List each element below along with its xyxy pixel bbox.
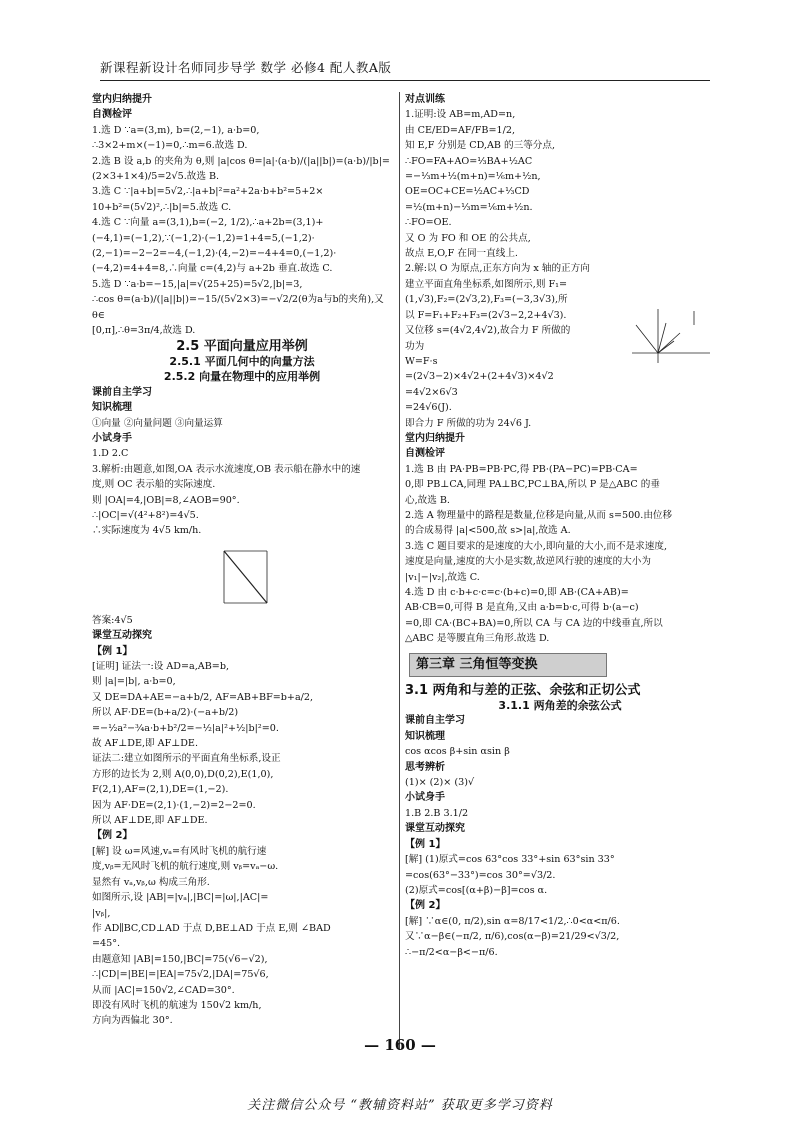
section-title: 3.1 两角和与差的正弦、余弦和正切公式: [405, 682, 641, 698]
text-line: ∴FO=FA+AO=⅓BA+½AC: [405, 155, 533, 167]
text-line: 方向为西偏北 30°.: [92, 1015, 173, 1027]
velocity-diagram: [212, 543, 282, 609]
footer-watermark: 关注微信公众号 “教辅资料站” 获取更多学习资料: [247, 1098, 553, 1113]
section-heading: 堂内归纳提升: [405, 432, 465, 444]
text-line: (2×3+1×4)/5=2√5.故选 B.: [92, 171, 220, 183]
text-line: 方形的边长为 2,则 A(0,0),D(0,2),E(1,0),: [92, 768, 274, 780]
text-line: =−⅓m+½(m+n)=⅙m+½n,: [405, 171, 541, 183]
text-line: (1)× (2)× (3)√: [405, 777, 475, 789]
text-line: 2.选 B 设 a,b 的夹角为 θ,则 |a|cos θ=|a|·(a·b)/(|a||b|)=(a·b)/|b|=: [92, 155, 390, 167]
text-line: ∴|CD|=|BE|=|EA|=75√2,|DA|=75√6,: [92, 969, 269, 981]
text-line: F(2,1),AF=(2,1),DE=(1,−2).: [92, 784, 229, 796]
text-line: 如图所示,设 |AB|=|vₐ|,|BC|=|ω|,|AC|=: [92, 892, 269, 904]
text-line: |v₁|−|v₂|,故选 C.: [405, 571, 480, 583]
section-heading: 堂内归纳提升: [92, 94, 152, 105]
text-line: ∴cos θ=(a·b)/(|a||b|)=−15/(5√2×3)=−√2/2(θ为a与b的夹角),又 θ∈: [92, 294, 384, 321]
header-rule: [100, 80, 710, 81]
text-line: ∴3×2+m×(−1)=0,∴m=6.故选 D.: [92, 140, 248, 152]
text-line: 则 |OA|=4,|OB|=8,∠AOB=90°.: [92, 494, 240, 506]
text-line: 作 AD∥BC,CD⊥AD 于点 D,BE⊥AD 于点 E,则 ∠BAD: [92, 922, 331, 934]
text-line: 2.选 A 物理量中的路程是数量,位移是向量,从而 s=500.由位移: [405, 509, 673, 521]
text-line: 1.选 D ∵a=(3,m), b=(2,−1), a·b=0,: [92, 124, 260, 136]
text-line: 即合力 F 所做的功为 24√6 J.: [405, 417, 532, 429]
text-line: 所以 AF·DE=(b+a/2)·(−a+b/2): [92, 707, 239, 719]
text-line: 显然有 vₐ,vᵦ,ω 构成三角形.: [92, 876, 210, 888]
text-line: 度,vᵦ=无风时飞机的航行速度,则 vᵦ=vₐ−ω.: [92, 861, 279, 873]
text-line: 从而 |AC|=150√2,∠CAD=30°.: [92, 984, 235, 996]
text-line: (−4,1)=(−1,2),∵(−1,2)·(−1,2)=1+4=5,(−1,2)·: [92, 232, 315, 244]
text-line: ∴|OC|=√(4²+8²)=4√5.: [92, 509, 199, 521]
text-line: 功为: [405, 340, 425, 352]
text-line: 速度是向量,速度的大小是实数,故逆风行驶的速度的大小为: [405, 556, 651, 568]
text-line: 又∵α−β∈(−π/2, π/6),cos(α−β)=21/29<√3/2,: [405, 931, 620, 943]
text-line: 建立平面直角坐标系,如图所示,则 F₁=: [405, 278, 568, 290]
text-line: (2,−1)=−2−2=−4,(−1,2)·(4,−2)=−4+4=0,(−1,2)·: [92, 248, 337, 260]
text-line: AB·CB=0,可得 B 是直角,又由 a·b=b·c,可得 b·(a−c): [405, 602, 639, 614]
text-line: 4.选 C ∵向量 a=(3,1),b=(−2, 1/2),∴a+2b=(3,1)+: [92, 217, 324, 229]
example-label: 【例 2】: [92, 830, 133, 842]
section-heading: 课堂互动探究: [92, 630, 152, 642]
left-column: [92, 92, 392, 1029]
text-line: =(2√3−2)×4√2+(2+4√3)×4√2: [405, 371, 554, 383]
text-line: =−½a²−¾a·b+b²/2=−½|a|²+½|b|²=0.: [92, 722, 279, 734]
text-line: ①向量 ②向量问题 ③向量运算: [92, 417, 223, 429]
text-line: 以 F=F₁+F₂+F₃=(2√3−2,2+4√3).: [405, 309, 567, 321]
example-label: 【例 1】: [92, 645, 133, 657]
text-line: 又 O 为 FO 和 OE 的公共点,: [405, 232, 531, 244]
text-line: |vᵦ|,: [92, 907, 111, 919]
text-line: 心,故选 B.: [405, 494, 450, 506]
page-number: — 160 —: [364, 1036, 436, 1054]
section-title: 2.5.2 向量在物理中的应用举例: [163, 370, 321, 384]
text-line: [证明] 证法一:设 AD=a,AB=b,: [92, 661, 230, 672]
text-line: 1.选 B 由 PA·PB=PB·PC,得 PB·(PA−PC)=PB·CA=: [405, 463, 638, 475]
text-line: 故 AF⊥DE,即 AF⊥DE.: [92, 738, 198, 750]
right-column: [405, 92, 715, 960]
text-line: 因为 AF·DE=(2,1)·(1,−2)=2−2=0.: [92, 799, 256, 811]
text-line: 4.选 D 由 c·b+c·c=c·(b+c)=0,即 AB·(CA+AB)=: [405, 587, 629, 598]
text-line: 则 |a|=|b|, a·b=0,: [92, 676, 176, 688]
text-line: 度,则 OC 表示船的实际速度.: [92, 479, 216, 491]
text-line: 3.选 C 题目要求的是速度的大小,即向量的大小,而不是求速度,: [405, 540, 667, 552]
text-line: 证法二:建立如图所示的平面直角坐标系,设正: [92, 753, 281, 765]
text-line: 由 CE/ED=AF/FB=1/2,: [405, 124, 516, 136]
section-heading: 课堂互动探究: [405, 823, 465, 835]
text-line: ∴FO=OE.: [405, 217, 452, 229]
section-heading: 思考辨析: [405, 761, 445, 773]
text-line: =cos(63°−33°)=cos 30°=√3/2.: [405, 869, 556, 881]
text-line: 2.解:以 O 为原点,正东方向为 x 轴的正方向: [405, 263, 590, 275]
text-line: =½(m+n)−⅓m=⅙m+½n.: [405, 201, 533, 213]
text-line: [解] 设 ω=风速,vₐ=有风时飞机的航行速: [92, 845, 267, 857]
example-label: 【例 1】: [405, 838, 446, 850]
text-line: 1.证明:设 AB=m,AD=n,: [405, 109, 516, 121]
section-heading: 自测检评: [92, 109, 132, 121]
text-line: [0,π],∴θ=3π/4,故选 D.: [92, 325, 196, 337]
text-line: 又位移 s=(4√2,4√2),故合力 F 所做的: [405, 325, 571, 337]
text-line: △ABC 是等腰直角三角形.故选 D.: [405, 633, 550, 645]
section-heading: 知识梳理: [92, 402, 132, 414]
text-line: [解] (1)原式=cos 63°cos 33°+sin 63°sin 33°: [405, 854, 615, 866]
text-line: 的合成易得 |a|<500,故 s>|a|,故选 A.: [405, 525, 571, 537]
text-line: 10+b²=(5√2)²,∴|b|=5.故选 C.: [92, 201, 232, 213]
section-heading: 对点训练: [405, 94, 445, 105]
example-label: 【例 2】: [405, 900, 446, 912]
section-title: 2.5 平面向量应用举例: [176, 338, 308, 354]
force-diagram: [622, 305, 714, 367]
text-line: 由题意知 |AB|=150,|BC|=75(√6−√2),: [92, 953, 268, 965]
text-line: =24√6(J).: [405, 402, 452, 414]
text-line: ∴实际速度为 4√5 km/h.: [92, 525, 202, 537]
section-heading: 知识梳理: [405, 730, 445, 742]
section-heading: 小试身手: [92, 432, 132, 444]
text-line: =4√2×6√3: [405, 386, 458, 398]
text-line: (−4,2)=4+4=8,∴向量 c=(4,2)与 a+2b 垂直.故选 C.: [92, 263, 333, 275]
text-line: cos αcos β+sin αsin β: [405, 746, 510, 758]
text-line: 5.选 D ∵a·b=−15,|a|=√(25+25)=5√2,|b|=3,: [92, 278, 303, 290]
text-line: =0,即 CA·(BC+BA)=0,所以 CA 与 CA 边的中线垂直,所以: [405, 617, 663, 629]
text-line: 0,即 PB⊥CA,同理 PA⊥BC,PC⊥BA,所以 P 是△ABC 的垂: [405, 479, 660, 491]
column-divider: [399, 92, 400, 1050]
text-line: 1.D 2.C: [92, 448, 129, 460]
section-heading: 小试身手: [405, 792, 445, 804]
text-line: 知 E,F 分别是 CD,AB 的三等分点,: [405, 140, 556, 152]
section-heading: 课前自主学习: [405, 715, 465, 727]
text-line: (2)原式=cos[(α+β)−β]=cos α.: [405, 884, 548, 896]
text-line: 故点 E,O,F 在同一直线上.: [405, 248, 518, 260]
text-line: 1.B 2.B 3.1/2: [405, 807, 469, 819]
section-heading: 课前自主学习: [92, 386, 152, 398]
text-line: 3.解析:由题意,如图,OA 表示水流速度,OB 表示船在静水中的速: [92, 463, 361, 475]
running-header: 新课程新设计名师同步导学 数学 必修4 配人教A版: [100, 60, 392, 75]
section-title: 3.1.1 两角差的余弦公式: [498, 699, 622, 713]
text-line: 又 DE=DA+AE=−a+b/2, AF=AB+BF=b+a/2,: [92, 691, 314, 703]
section-title: 2.5.1 平面几何中的向量方法: [169, 354, 315, 368]
text-line: (1,√3),F₂=(2√3,2),F₃=(−3,3√3),所: [405, 294, 568, 306]
text-line: ∴−π/2<α−β<−π/6.: [405, 946, 498, 958]
text-line: W=F·s: [405, 355, 438, 367]
text-line: 3.选 C ∵|a+b|=5√2,∴|a+b|²=a²+2a·b+b²=5+2×: [92, 186, 324, 198]
text-line: OE=OC+CE=½AC+⅓CD: [405, 186, 530, 198]
section-heading: 自测检评: [405, 448, 445, 460]
text-line: [解] ∵α∈(0, π/2),sin α=8/17<1/2,∴0<α<π/6.: [405, 915, 620, 927]
text-line: 即没有风时飞机的航速为 150√2 km/h,: [92, 999, 262, 1011]
text-line: 答案:4√5: [92, 614, 133, 626]
text-line: 所以 AF⊥DE,即 AF⊥DE.: [92, 815, 208, 827]
text-line: =45°.: [92, 938, 121, 950]
diagram-line: [224, 551, 267, 603]
chapter-banner: 第三章 三角恒等变换: [409, 653, 607, 677]
